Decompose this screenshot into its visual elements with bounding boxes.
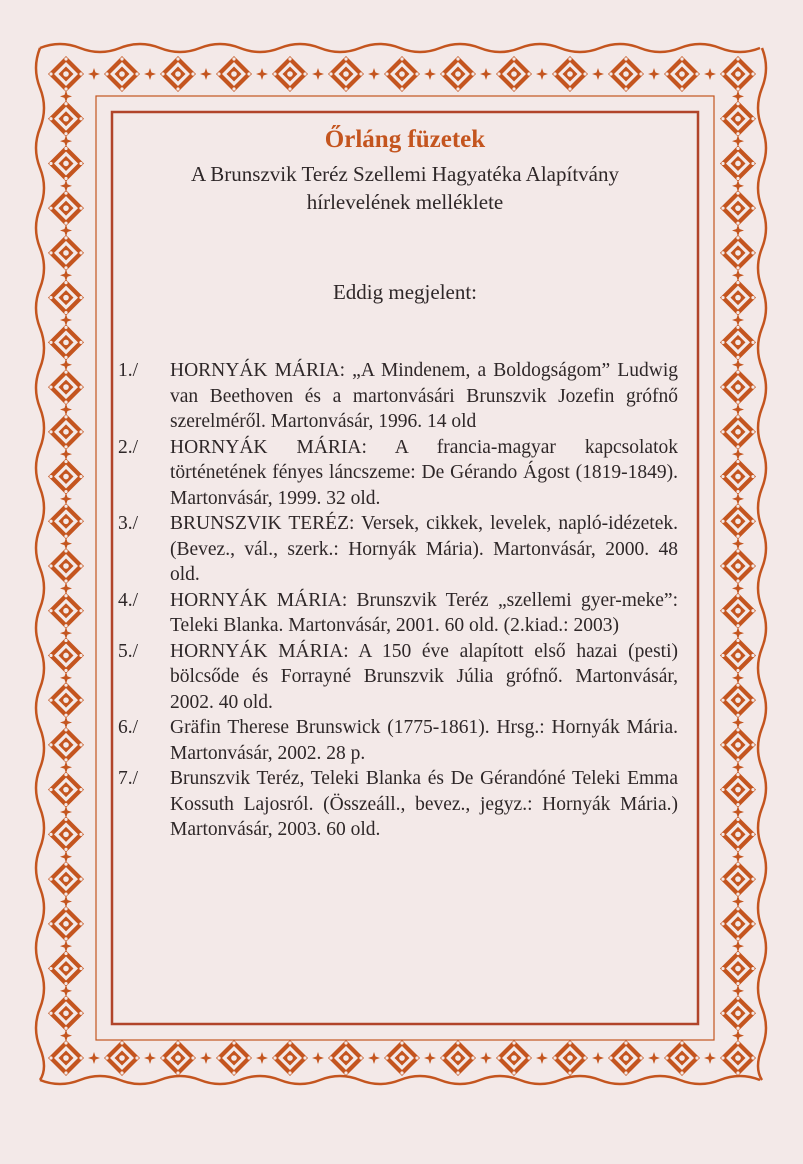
folk-star-icon [732, 1030, 744, 1042]
folk-star-icon [732, 448, 744, 460]
folk-star-icon [60, 717, 72, 729]
folk-star-icon [60, 225, 72, 237]
folk-diamond-icon [440, 56, 476, 92]
folk-diamond-icon [48, 101, 84, 137]
folk-star-icon [256, 1052, 268, 1064]
folk-diamond-icon [720, 56, 756, 92]
folk-star-icon [424, 1052, 436, 1064]
folk-star-icon [60, 985, 72, 997]
folk-star-icon [60, 90, 72, 102]
folk-diamond-icon [720, 951, 756, 987]
folk-star-icon [144, 68, 156, 80]
subtitle-newsletter: hírlevelének melléklete [306, 190, 504, 214]
folk-star-icon [60, 180, 72, 192]
folk-diamond-icon [216, 56, 252, 92]
folk-star-icon [732, 90, 744, 102]
folk-diamond-icon [384, 56, 420, 92]
folk-star-icon [60, 1030, 72, 1042]
folk-diamond-icon [48, 772, 84, 808]
folk-diamond-icon [720, 414, 756, 450]
folk-star-icon [368, 1052, 380, 1064]
publication-list [118, 358, 678, 843]
folk-star-icon [60, 940, 72, 952]
folk-diamond-icon [48, 637, 84, 673]
publication-item [118, 435, 678, 512]
folk-star-icon [88, 68, 100, 80]
folk-diamond-icon [160, 1040, 196, 1076]
folk-diamond-icon [720, 906, 756, 942]
folk-diamond-icon [48, 145, 84, 181]
folk-star-icon [732, 985, 744, 997]
folk-star-icon [704, 1052, 716, 1064]
folk-diamond-icon [48, 906, 84, 942]
folk-diamond-icon [720, 772, 756, 808]
item-text: Gräfin Therese Brunswick (1775-1861). Hrsg.: Hornyák Mária. Martonvásár, 2002. 28 p. [170, 717, 678, 764]
folk-diamond-icon [272, 1040, 308, 1076]
page-title: Őrláng füzetek [324, 126, 486, 153]
folk-star-icon [732, 717, 744, 729]
folk-star-icon [60, 493, 72, 505]
folk-diamond-icon [720, 324, 756, 360]
folk-star-icon [60, 806, 72, 818]
folk-diamond-icon [160, 56, 196, 92]
folk-star-icon [732, 180, 744, 192]
folk-diamond-icon [48, 190, 84, 226]
folk-diamond-icon [328, 1040, 364, 1076]
folk-diamond-icon [552, 56, 588, 92]
folk-diamond-icon [720, 459, 756, 495]
folk-diamond-icon [720, 145, 756, 181]
folk-diamond-icon [48, 951, 84, 987]
publication-item [118, 715, 678, 766]
folk-diamond-icon [48, 369, 84, 405]
folk-star-icon [732, 359, 744, 371]
folk-diamond-icon [48, 593, 84, 629]
folk-diamond-icon [48, 280, 84, 316]
folk-star-icon [536, 68, 548, 80]
folk-star-icon [200, 1052, 212, 1064]
folk-diamond-icon [496, 56, 532, 92]
folk-diamond-icon [48, 861, 84, 897]
folk-diamond-icon [720, 995, 756, 1031]
item-number: 4./ [118, 589, 139, 611]
folk-diamond-icon [48, 324, 84, 360]
folk-diamond-icon [720, 548, 756, 584]
folk-diamond-icon [720, 280, 756, 316]
folk-star-icon [424, 68, 436, 80]
folk-diamond-icon [720, 235, 756, 271]
folk-star-icon [256, 68, 268, 80]
folk-diamond-icon [720, 816, 756, 852]
item-number: 5./ [118, 640, 139, 662]
publication-item [118, 766, 678, 843]
folk-star-icon [60, 403, 72, 415]
folk-diamond-icon [272, 56, 308, 92]
folk-diamond-icon [48, 56, 84, 92]
folk-diamond-icon [48, 548, 84, 584]
folk-star-icon [60, 314, 72, 326]
item-text: BRUNSZVIK TERÉZ: Versek, cikkek, levelek, napló-idézetek. (Bevez., vál., szerk.: Hornyák Mária). Martonvásár, 2000. 48 old. [170, 513, 678, 585]
folk-star-icon [732, 403, 744, 415]
folk-star-icon [60, 538, 72, 550]
folk-diamond-icon [216, 1040, 252, 1076]
folk-diamond-icon [720, 593, 756, 629]
folk-star-icon [592, 68, 604, 80]
folk-diamond-icon [496, 1040, 532, 1076]
folk-diamond-icon [48, 414, 84, 450]
folk-diamond-icon [48, 682, 84, 718]
folk-diamond-icon [48, 1040, 84, 1076]
folk-diamond-icon [720, 503, 756, 539]
folk-star-icon [368, 68, 380, 80]
folk-star-icon [732, 627, 744, 639]
folk-star-icon [88, 1052, 100, 1064]
folk-diamond-icon [48, 235, 84, 271]
folk-star-icon [732, 761, 744, 773]
item-text: HORNYÁK MÁRIA: „A Mindenem, a Boldogságom” Ludwig van Beethoven és a martonvásári Brunszvik Jozefin grófnő szerelméről. Martonvásár, 1996. 14 old [170, 360, 678, 432]
folk-star-icon [732, 225, 744, 237]
folk-diamond-icon [664, 1040, 700, 1076]
folk-star-icon [60, 359, 72, 371]
folk-star-icon [60, 851, 72, 863]
publication-item [118, 639, 678, 716]
folk-star-icon [60, 582, 72, 594]
item-number: 6./ [118, 717, 139, 738]
item-number: 3./ [118, 513, 139, 534]
folk-diamond-icon [720, 682, 756, 718]
folk-star-icon [60, 135, 72, 147]
folk-star-icon [732, 672, 744, 684]
folk-star-icon [648, 1052, 660, 1064]
folk-diamond-icon [720, 369, 756, 405]
folk-diamond-icon [48, 816, 84, 852]
folk-star-icon [592, 1052, 604, 1064]
folk-diamond-icon [720, 190, 756, 226]
folk-star-icon [60, 895, 72, 907]
folk-diamond-icon [720, 637, 756, 673]
folk-diamond-icon [608, 56, 644, 92]
folk-star-icon [732, 582, 744, 594]
folk-star-icon [60, 448, 72, 460]
folk-diamond-icon [48, 727, 84, 763]
document-content [118, 116, 692, 1020]
folk-diamond-icon [104, 56, 140, 92]
subtitle-foundation: A Brunszvik Teréz Szellemi Hagyatéka Alapítvány [191, 162, 619, 186]
folk-diamond-icon [384, 1040, 420, 1076]
folk-star-icon [732, 314, 744, 326]
folk-star-icon [732, 135, 744, 147]
folk-star-icon [312, 68, 324, 80]
section-heading: Eddig megjelent: [332, 280, 478, 304]
folk-star-icon [60, 672, 72, 684]
folk-star-icon [732, 538, 744, 550]
publication-item [118, 358, 678, 435]
folk-diamond-icon [720, 1040, 756, 1076]
folk-star-icon [732, 269, 744, 281]
folk-star-icon [480, 68, 492, 80]
folk-star-icon [312, 1052, 324, 1064]
folk-star-icon [200, 68, 212, 80]
folk-star-icon [732, 895, 744, 907]
folk-star-icon [732, 940, 744, 952]
item-number: 1./ [118, 360, 139, 381]
folk-diamond-icon [552, 1040, 588, 1076]
item-text: HORNYÁK MÁRIA: A francia-magyar kapcsolatok történetének fényes láncszeme: De Gérando Ágost (1819-1849). Martonvásár, 1999. 32 old. [170, 436, 678, 509]
folk-diamond-icon [720, 861, 756, 897]
folk-star-icon [480, 1052, 492, 1064]
folk-star-icon [704, 68, 716, 80]
item-number: 7./ [118, 768, 139, 789]
item-text: HORNYÁK MÁRIA: Brunszvik Teréz „szellemi gyer-meke”: Teleki Blanka. Martonvásár, 2001. 60 old. (2.kiad.: 2003) [170, 589, 678, 636]
folk-star-icon [536, 1052, 548, 1064]
folk-diamond-icon [48, 995, 84, 1031]
folk-star-icon [648, 68, 660, 80]
folk-star-icon [732, 851, 744, 863]
publication-item [118, 588, 678, 639]
folk-star-icon [732, 806, 744, 818]
folk-diamond-icon [440, 1040, 476, 1076]
folk-star-icon [144, 1052, 156, 1064]
folk-diamond-icon [664, 56, 700, 92]
item-number: 2./ [118, 436, 139, 458]
item-text: Brunszvik Teréz, Teleki Blanka és De Gérandóné Teleki Emma Kossuth Lajosról. (Összeáll., bevez., jegyz.: Hornyák Mária.) Martonvásár, 2003. 60 old. [170, 768, 678, 840]
folk-diamond-icon [720, 101, 756, 137]
folk-diamond-icon [608, 1040, 644, 1076]
folk-star-icon [60, 761, 72, 773]
folk-diamond-icon [48, 503, 84, 539]
folk-star-icon [732, 493, 744, 505]
folk-star-icon [60, 269, 72, 281]
folk-diamond-icon [104, 1040, 140, 1076]
folk-star-icon [60, 627, 72, 639]
folk-diamond-icon [328, 56, 364, 92]
publication-item [118, 511, 678, 588]
folk-diamond-icon [48, 459, 84, 495]
folk-diamond-icon [720, 727, 756, 763]
item-text: HORNYÁK MÁRIA: A 150 éve alapított első hazai (pesti) bölcsőde és Forrayné Brunszvik Júlia grófnő. Martonvásár, 2002. 40 old. [170, 640, 678, 713]
